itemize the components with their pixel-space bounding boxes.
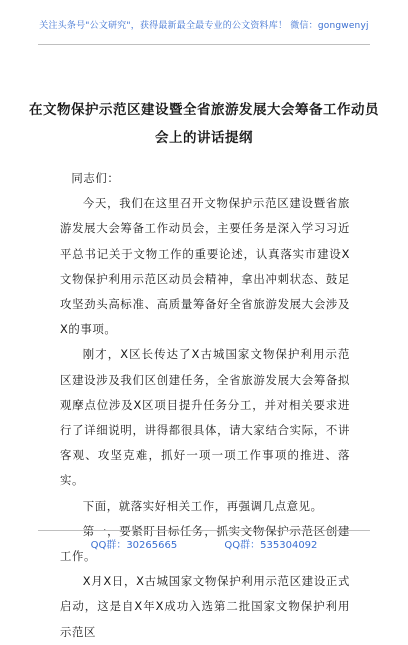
footer (0, 536, 408, 551)
document-title-line-1: 在文物保护示范区建设暨全省旅游发展大会筹备工作动员 (29, 102, 379, 118)
footer-divider (38, 530, 370, 531)
body-paragraph: X月X日，X古城国家文物保护利用示范区建设正式启动，这是自X年X成功入选第二批国家文物保护利用示范区 (60, 574, 350, 639)
header-banner: 关注头条号"公文研究"，获得最新最全最专业的公文资料库！ 微信：gongwenyj (39, 21, 369, 31)
document-title-line-2: 会上的讲话提纲 (155, 130, 253, 146)
body-paragraph: 下面，就落实好相关工作，再强调几点意见。 (82, 498, 323, 513)
footer-qq-group-2: QQ群：535304092 (224, 540, 318, 551)
document-body (60, 166, 350, 645)
body-paragraph: 工作。 (60, 549, 96, 564)
body-paragraph: 刚才，X区长传达了X古城国家文物保护利用示范区建设涉及我们区创建任务，全省旅游发展大会筹备拟观摩点位涉及X区项目提升任务分工，并对相关要求进行了详细说明，讲得都很具体，请大家结合实际，不讲客观、攻坚克难，抓好一项一项工作事项的推进、落实。 (60, 347, 350, 488)
body-paragraph: 今天，我们在这里召开文物保护示范区建设暨省旅游发展大会筹备工作动员会，主要任务是深入学习习近平总书记关于文物工作的重要论述，认真落实市建设X文物保护利用示范区动员会精神，拿出冲刺状态、鼓足攻坚劲头高标准、高质量筹备好全省旅游发展大会涉及X的事项。 (60, 196, 350, 337)
footer-qq-group-1: QQ群：30265665 (90, 540, 178, 551)
greeting-paragraph: 同志们： (71, 171, 120, 185)
header-divider (38, 44, 370, 45)
